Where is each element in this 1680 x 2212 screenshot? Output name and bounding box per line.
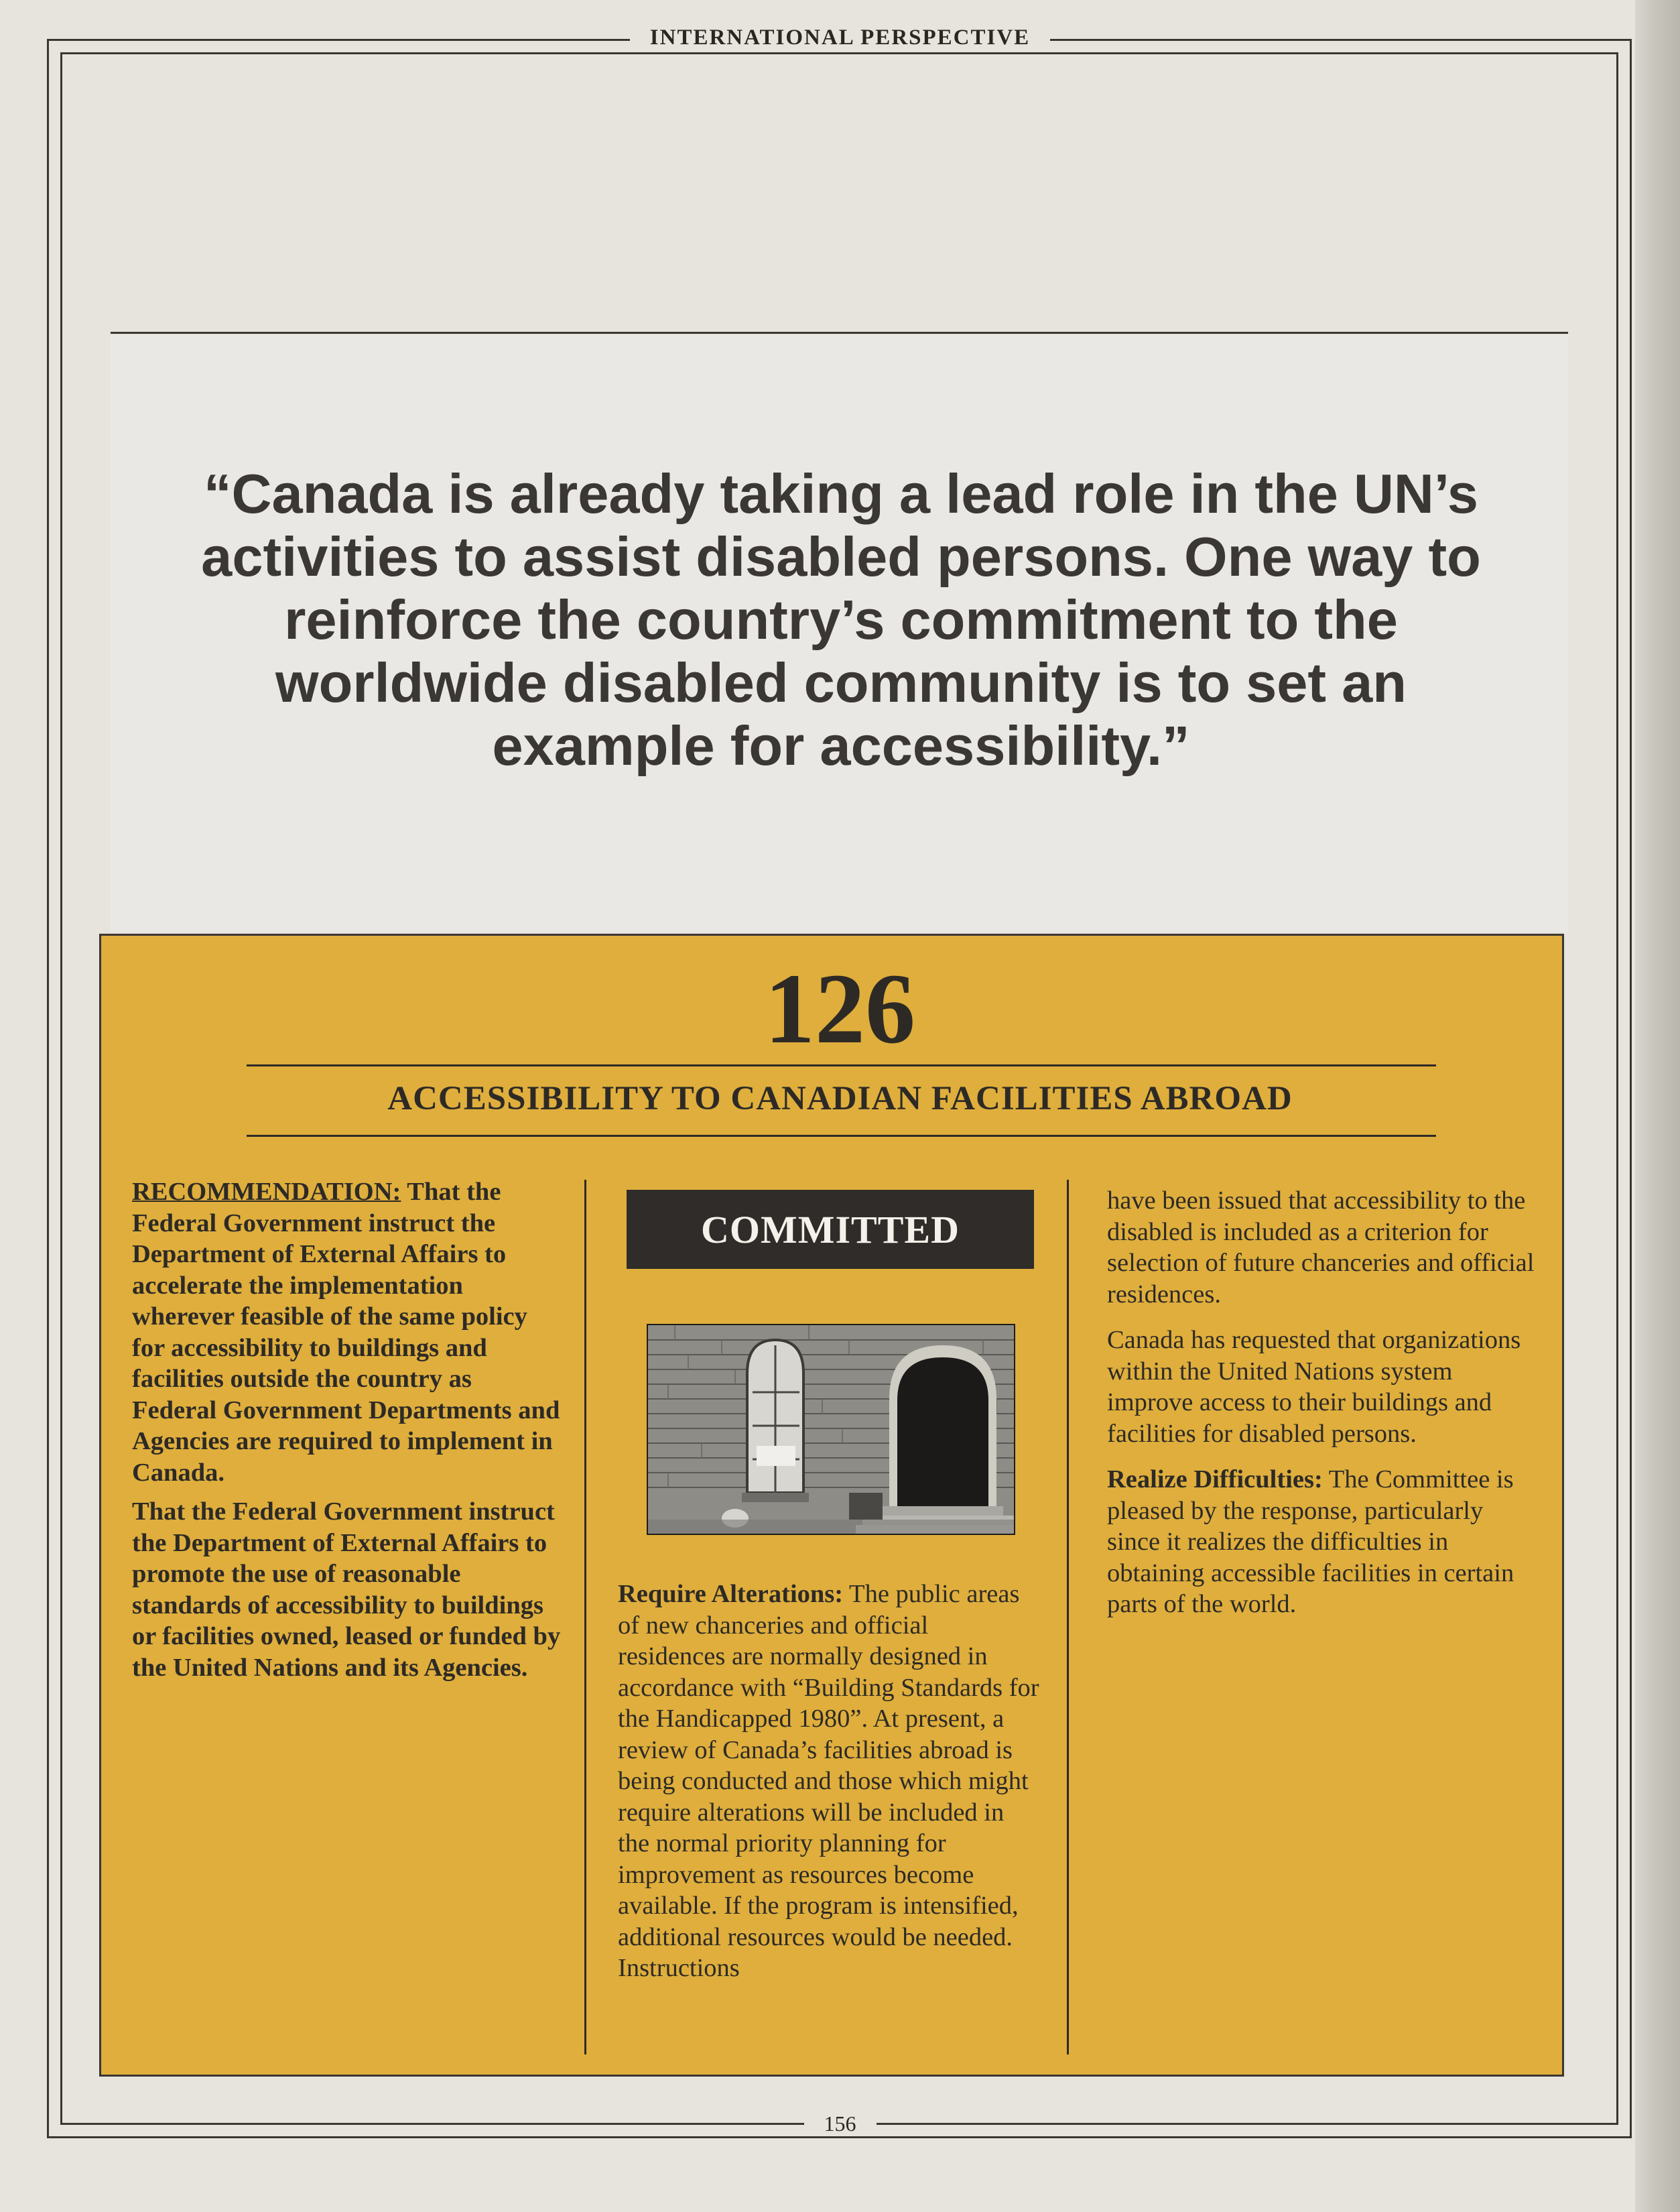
recommendation-text-1: That the Federal Government instruct the Department of External Affairs to accelerate the implementation wherever feasible of the same policy for accessibility to buildings and facilities outside the country as Federal Government Departments and Agencies are required to implement in Canada. [132, 1178, 560, 1487]
status-badge: COMMITTED [627, 1190, 1034, 1269]
difficulties-paragraph [1107, 1464, 1536, 1620]
response-column-right [1107, 1185, 1536, 1635]
quote-top-rule [111, 332, 1568, 334]
continued-paragraph: have been issued that accessibility to the disabled is included as a criterion for selection of future chanceries and official residences. [1107, 1186, 1535, 1308]
alterations-paragraph [618, 1579, 1040, 1984]
column-divider-left [584, 1180, 586, 2054]
title-rule-top [247, 1064, 1436, 1066]
recommendation-title: ACCESSIBILITY TO CANADIAN FACILITIES ABROAD [387, 1080, 1293, 1117]
page-number: 156 [804, 2111, 877, 2136]
section-header [0, 25, 1680, 64]
building-photo [647, 1324, 1015, 1535]
title-rule-bottom [247, 1135, 1436, 1137]
column-divider-right [1067, 1180, 1069, 2054]
difficulties-heading: Realize Difficulties: [1107, 1465, 1323, 1493]
page-footer [0, 2111, 1680, 2136]
building-facade-photo-icon [648, 1325, 1014, 1534]
recommendation-label: RECOMMENDATION: [132, 1178, 401, 1206]
un-paragraph: Canada has requested that organizations within the United Nations system improve access to their buildings and facilities for disabled persons. [1107, 1326, 1521, 1448]
section-header-text: INTERNATIONAL PERSPECTIVE [630, 25, 1050, 50]
alterations-text: The public areas of new chanceries and official residences are normally designed in accordance with “Building Standards for the Handicapped 1980”. At present, a review of Canada’s facilities abroad is being conducted and those which might require alterations will be included in the normal priority planning for improvement as resources become available. If the program is intensified, additional resources would be needed. Instructions [618, 1580, 1039, 1982]
recommendation-text-column [132, 1176, 561, 1691]
alterations-heading: Require Alterations: [618, 1580, 844, 1608]
recommendation-paragraph-1 [132, 1176, 561, 1488]
pull-quote: “Canada is already taking a lead role in the UN’s activities to assist disabled persons. One way to reinforce the country’s commitment to the worldwide disabled community is to set an example for accessibility.” [201, 463, 1481, 777]
recommendation-paragraph-2: That the Federal Government instruct the Department of External Affairs to promote the use of reasonable standards of accessibility to buildings or facilities owned, leased or funded by the United Nations and its Agencies. [132, 1497, 561, 1682]
difficulties-text: The Committee is pleased by the response, particularly since it realizes the difficulties in obtaining accessible facilities in certain parts of the world. [1107, 1465, 1514, 1618]
recommendation-number: 126 [765, 953, 915, 1064]
response-column-middle [618, 1579, 1040, 1984]
